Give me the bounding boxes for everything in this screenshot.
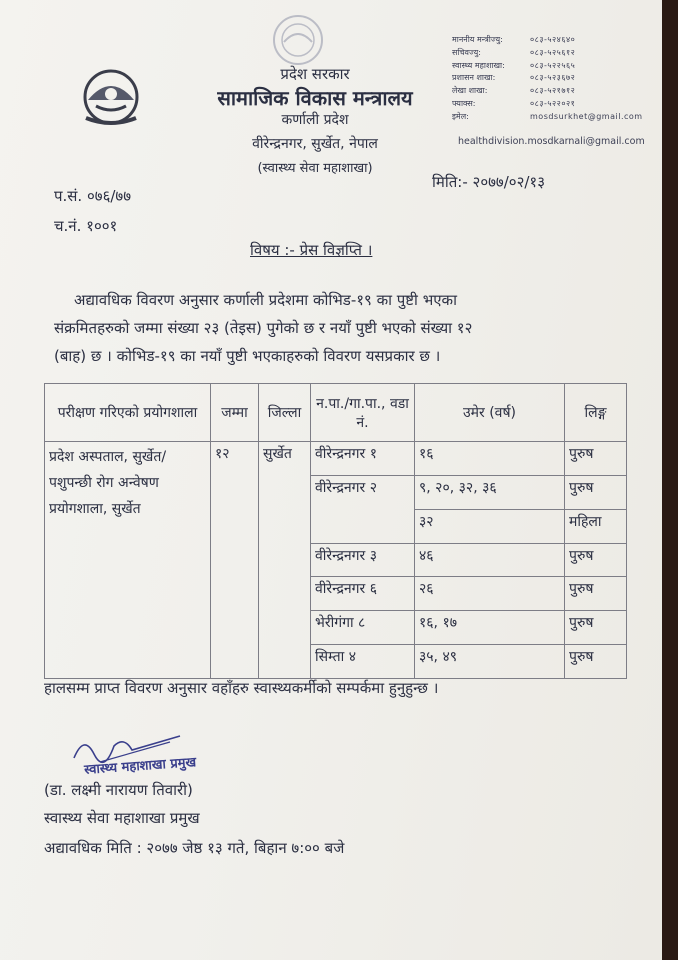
age-cell: ३५, ४९ bbox=[415, 645, 565, 679]
ministry-title: सामाजिक विकास मन्त्रालय bbox=[217, 86, 413, 110]
gender-cell: पुरुष bbox=[565, 442, 627, 476]
total-cell: १२ bbox=[211, 442, 259, 679]
ward-cell: वीरेन्द्रनगर १ bbox=[311, 442, 415, 476]
province-line: कर्णाली प्रदेश bbox=[281, 112, 349, 128]
age-cell: ४६ bbox=[415, 543, 565, 577]
division-line: (स्वास्थ्य सेवा महाशाखा) bbox=[257, 161, 373, 176]
age-cell: ३२ bbox=[415, 509, 565, 543]
closing-note: हालसम्म प्राप्त विवरण अनुसार वहाँहरु स्वास्थ्यकर्मीको सम्पर्कमा हुनुहुन्छ । bbox=[44, 679, 439, 697]
faded-seal-icon bbox=[262, 12, 334, 68]
header-district: जिल्ला bbox=[259, 384, 311, 442]
reference-number: प.सं. ०७६/७७ bbox=[54, 187, 132, 205]
contact-row: लेखा शाखा: ०८३-५२१७१२ bbox=[452, 86, 576, 96]
age-cell: २६ bbox=[415, 577, 565, 611]
contact-list bbox=[452, 34, 643, 124]
gender-cell: पुरुष bbox=[565, 645, 627, 679]
body-line: अद्यावधिक विवरण अनुसार कर्णाली प्रदेशमा कोभिड-१९ का पुष्टी भएका bbox=[74, 291, 457, 309]
update-time: अद्यावधिक मिति : २०७७ जेष्ठ १३ गते, बिहान ७:०० बजे bbox=[44, 839, 345, 857]
ward-cell: सिम्ता ४ bbox=[311, 645, 415, 679]
body-line: (बाह) छ । कोभिड-१९ का नयाँ पुष्टी भएकाहरुको विवरण यसप्रकार छ । bbox=[54, 347, 441, 365]
signatory-title: स्वास्थ्य सेवा महाशाखा प्रमुख bbox=[44, 809, 200, 827]
cases-table bbox=[44, 383, 627, 679]
designation-stamp: स्वास्थ्य महाशाखा प्रमुख bbox=[83, 755, 197, 778]
government-line: प्रदेश सरकार bbox=[280, 65, 350, 83]
contact-row: माननीय मन्त्रीज्यु: ०८३-५२४६४० bbox=[452, 35, 576, 44]
ward-cell: वीरेन्द्रनगर २ bbox=[311, 475, 415, 543]
age-cell: १६, १७ bbox=[415, 611, 565, 645]
ward-cell: वीरेन्द्रनगर ३ bbox=[311, 543, 415, 577]
ward-cell: भेरीगंगा ८ bbox=[311, 611, 415, 645]
table-row bbox=[45, 442, 627, 476]
gender-cell: पुरुष bbox=[565, 577, 627, 611]
contact-row: प्रशासन शाखा: ०८३-५२३६७२ bbox=[452, 73, 576, 83]
email-secondary: healthdivision.mosdkarnali@gmail.com bbox=[458, 136, 645, 147]
contact-row: सचिवज्यु: ०८३-५२५६१२ bbox=[452, 47, 576, 57]
address-line: वीरेन्द्रनगर, सुर्खेत, नेपाल bbox=[252, 136, 378, 152]
header-gender: लिङ्ग bbox=[565, 384, 627, 442]
body-line: संक्रमितहरुको जम्मा संख्या २३ (तेइस) पुगेको छ र नयाँ पुष्टी भएको संख्या १२ bbox=[54, 319, 473, 337]
ward-cell: वीरेन्द्रनगर ६ bbox=[311, 577, 415, 611]
header-age: उमेर (वर्ष) bbox=[415, 384, 565, 442]
header-lab: परीक्षण गरिएको प्रयोगशाला bbox=[45, 384, 211, 442]
gender-cell: पुरुष bbox=[565, 611, 627, 645]
gender-cell: पुरुष bbox=[565, 543, 627, 577]
age-cell: ९, २०, ३२, ३६ bbox=[415, 475, 565, 509]
gender-cell: महिला bbox=[565, 509, 627, 543]
nepal-emblem-icon bbox=[76, 66, 146, 128]
header-total: जम्मा bbox=[211, 384, 259, 442]
letter-date: मिति:- २०७७/०२/१३ bbox=[432, 173, 546, 191]
contact-row: इमेल: mosdsurkhet@gmail.com bbox=[452, 111, 643, 121]
table-header-row bbox=[45, 384, 627, 442]
signatory-name: (डा. लक्ष्मी नारायण तिवारी) bbox=[44, 781, 193, 799]
age-cell: १६ bbox=[415, 442, 565, 476]
dispatch-number: च.नं. १००१ bbox=[54, 217, 118, 235]
subject-line: विषय :- प्रेस विज्ञप्ति । bbox=[250, 241, 373, 259]
header-ward: न.पा./गा.पा., वडा नं. bbox=[311, 384, 415, 442]
contact-row: फ्याक्स: ०८३-५२२०२१ bbox=[452, 98, 576, 108]
lab-cell: प्रदेश अस्पताल, सुर्खेत/ पशुपन्छी रोग अन्वेषण प्रयोगशाला, सुर्खेत bbox=[45, 442, 211, 679]
district-cell: सुर्खेत bbox=[259, 442, 311, 679]
gender-cell: पुरुष bbox=[565, 475, 627, 509]
contact-row: स्वास्थ्य महाशाखा: ०८३-५२२५६५ bbox=[452, 60, 576, 70]
